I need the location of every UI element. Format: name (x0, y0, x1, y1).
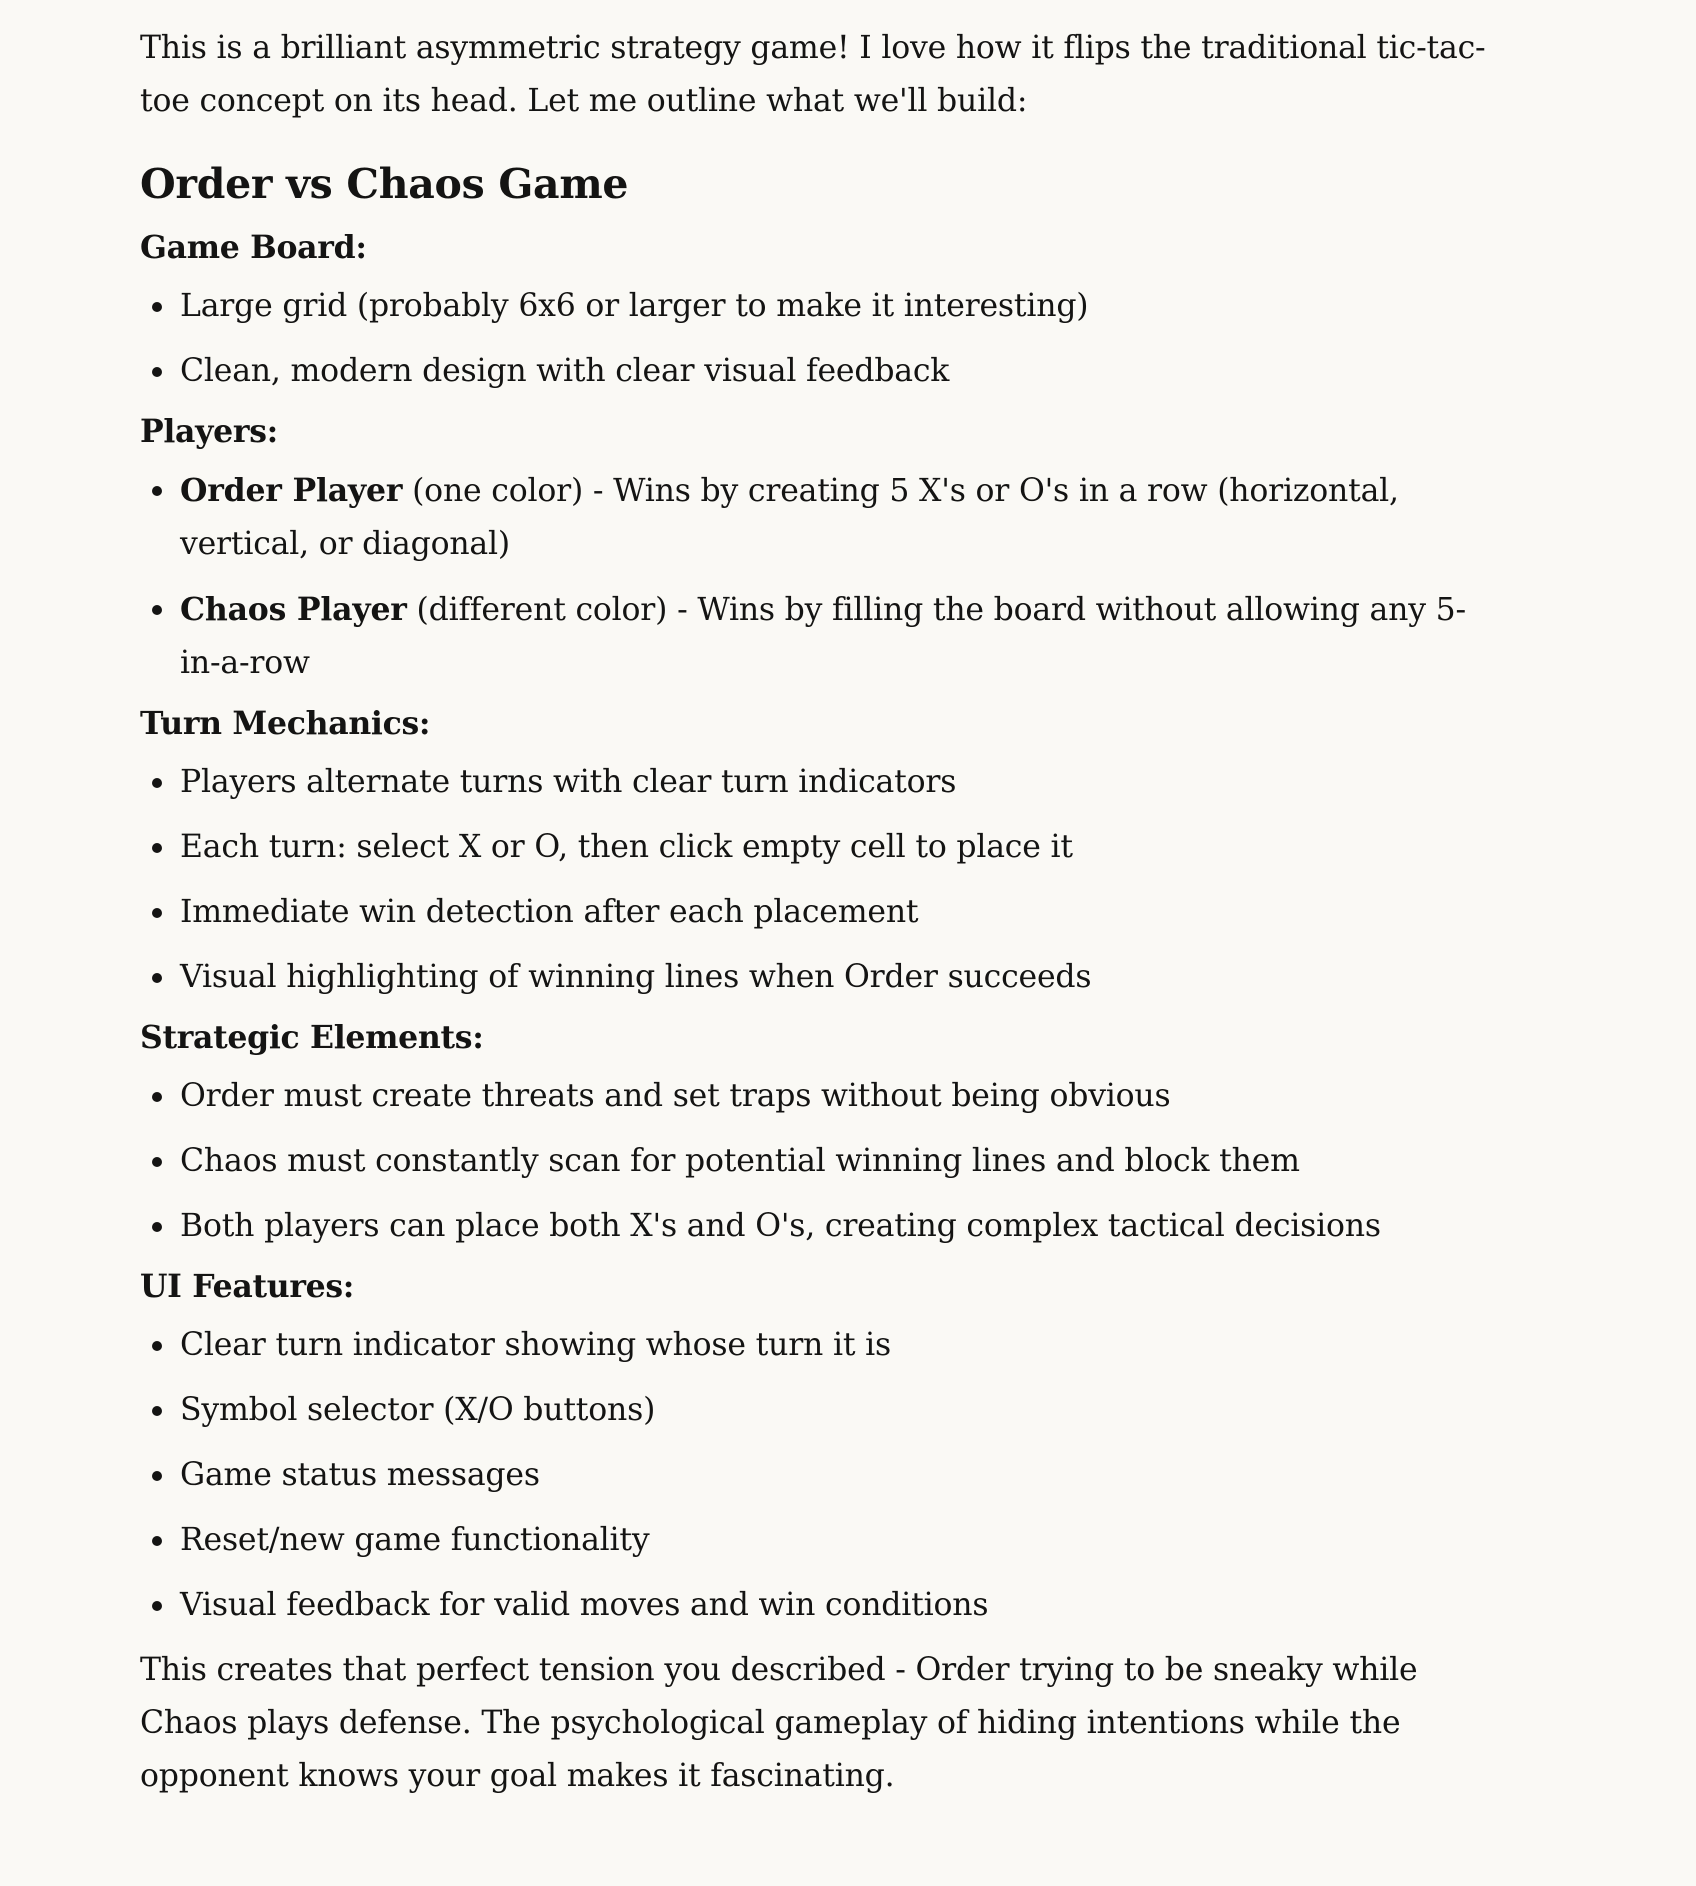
section-game-board (140, 226, 1500, 398)
bullet-icon (152, 1406, 162, 1416)
section-strategic-elements (140, 1016, 1500, 1253)
list-item-text: (one color) - Wins by creating 5 X's or O's in a row (horizontal, vertical, or diagonal) (180, 473, 1399, 562)
section-turn-mechanics (140, 702, 1500, 1004)
list-item (140, 280, 1500, 333)
list-item (140, 1579, 1500, 1632)
list-item (140, 1135, 1500, 1188)
bullet-icon (152, 973, 162, 983)
player-name-chaos: Chaos Player (180, 591, 407, 628)
list-item (140, 1514, 1500, 1567)
message-content (140, 22, 1500, 1803)
list-item-text: Symbol selector (X/O buttons) (180, 1392, 656, 1428)
list-item-text: Each turn: select X or O, then click empty cell to place it (180, 829, 1073, 865)
list-game-board (140, 280, 1500, 398)
bullet-icon (152, 908, 162, 918)
list-item (140, 1449, 1500, 1502)
section-heading-turn-mechanics: Turn Mechanics: (140, 705, 431, 742)
list-item (140, 821, 1500, 874)
bullet-icon (152, 486, 162, 496)
list-item (140, 886, 1500, 939)
section-players (140, 410, 1500, 690)
list-item (140, 756, 1500, 809)
bullet-icon (152, 1471, 162, 1481)
closing-paragraph: This creates that perfect tension you described - Order trying to be sneaky while Chaos plays defense. The psychological gameplay of hiding intentions while the opponent knows your goal makes it fascinating. (140, 1652, 1418, 1794)
player-name-order: Order Player (180, 472, 403, 509)
list-item (140, 464, 1500, 571)
bullet-icon (152, 1601, 162, 1611)
list-turn-mechanics (140, 756, 1500, 1004)
list-item-text: Clean, modern design with clear visual feedback (180, 353, 950, 389)
bullet-icon (152, 1092, 162, 1102)
list-item-text: Immediate win detection after each placement (180, 894, 919, 930)
list-item (140, 345, 1500, 398)
section-heading-strategic-elements: Strategic Elements: (140, 1019, 484, 1056)
bullet-icon (152, 1341, 162, 1351)
list-strategic-elements (140, 1070, 1500, 1253)
bullet-icon (152, 843, 162, 853)
section-heading-players: Players: (140, 413, 278, 450)
list-item-text: Large grid (probably 6x6 or larger to make it interesting) (180, 288, 1089, 324)
intro-paragraph: This is a brilliant asymmetric strategy game! I love how it flips the traditional tic-tac-toe concept on its head. Let me outline what we'll build: (140, 30, 1486, 119)
list-item-text: Players alternate turns with clear turn indicators (180, 764, 957, 800)
bullet-icon (152, 605, 162, 615)
list-ui-features (140, 1319, 1500, 1632)
list-item (140, 1319, 1500, 1372)
list-item-text: (different color) - Wins by filling the board without allowing any 5-in-a-row (180, 592, 1466, 681)
page-title: Order vs Chaos Game (140, 160, 629, 208)
section-heading-game-board: Game Board: (140, 229, 367, 266)
bullet-icon (152, 1157, 162, 1167)
list-item (140, 1200, 1500, 1253)
bullet-icon (152, 302, 162, 312)
list-item-text: Order must create threats and set traps without being obvious (180, 1078, 1171, 1114)
list-item-text: Reset/new game functionality (180, 1522, 650, 1558)
list-item (140, 583, 1500, 690)
list-item (140, 1070, 1500, 1123)
list-item-text: Game status messages (180, 1457, 540, 1493)
list-item-text: Visual highlighting of winning lines when Order succeeds (180, 959, 1092, 995)
bullet-icon (152, 1222, 162, 1232)
section-ui-features (140, 1265, 1500, 1632)
bullet-icon (152, 1536, 162, 1546)
section-heading-ui-features: UI Features: (140, 1268, 355, 1305)
list-item-text: Both players can place both X's and O's, creating complex tactical decisions (180, 1208, 1381, 1244)
list-item-text: Chaos must constantly scan for potential winning lines and block them (180, 1143, 1300, 1179)
bullet-icon (152, 367, 162, 377)
list-item-text: Visual feedback for valid moves and win conditions (180, 1587, 989, 1623)
list-item-text: Clear turn indicator showing whose turn it is (180, 1327, 891, 1363)
list-item (140, 1384, 1500, 1437)
list-item (140, 951, 1500, 1004)
list-players (140, 464, 1500, 690)
bullet-icon (152, 778, 162, 788)
